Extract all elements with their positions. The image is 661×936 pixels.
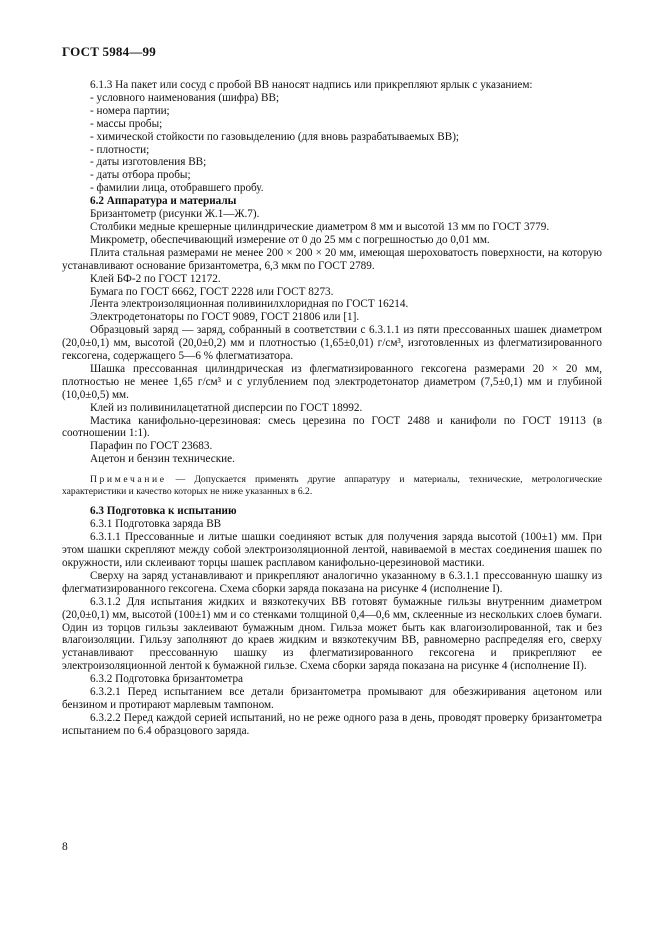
list-item: - условного наименования (шифра) ВВ; xyxy=(90,91,280,104)
section-6-3-heading: 6.3 Подготовка к испытанию xyxy=(90,505,237,518)
paragraph: Сверху на заряд устанавливают и прикрепляют аналогично указанному в 6.3.1.1 прессованную шашку из флегматизированного гексогена. Схема сборки заряда показана на рисунке 4 (исполнение I). xyxy=(62,569,602,595)
subsection-6-3-1-heading: 6.3.1 Подготовка заряда ВВ xyxy=(90,518,222,531)
subsection-6-3-2-heading: 6.3.2 Подготовка бризантометра xyxy=(90,673,244,686)
label-items-list xyxy=(62,92,602,195)
list-item: - даты изготовления ВВ; xyxy=(90,156,207,169)
paragraph: Клей из поливинилацетатной дисперсии по ГОСТ 18992. xyxy=(90,401,363,414)
note-label: Примечание xyxy=(90,474,167,486)
paragraph: Лента электроизоляционная поливинилхлоридная по ГОСТ 16214. xyxy=(90,298,409,311)
paragraph: 6.3.1.1 Прессованные и литые шашки соединяют встык для получения заряда высотой (100±1) мм. При этом шашки скрепляют между собой электроизоляционной лентой, навиваемой в местах соединения шашек по окружности, или склеивают торцы шашек расплавом канифольно-церезиновой мастики. xyxy=(62,531,602,569)
paragraph: Шашка прессованная цилиндрическая из флегматизированного гексогена размерами 20 × 20 мм, плотностью не менее 1,65 г/см³ и с углублением под электродетонатор диаметром (7,5±0,1) мм и глубиной (10,0±0,5) мм. xyxy=(62,362,602,401)
paragraph: Бумага по ГОСТ 6662, ГОСТ 2228 или ГОСТ 8273. xyxy=(90,285,334,298)
paragraph: Парафин по ГОСТ 23683. xyxy=(90,440,213,453)
note xyxy=(62,474,602,497)
list-item: - даты отбора пробы; xyxy=(90,169,191,182)
paragraph: Столбики медные крешерные цилиндрические диаметром 8 мм и высотой 13 мм по ГОСТ 3779. xyxy=(90,220,550,233)
list-item: - номера партии; xyxy=(90,104,170,117)
paragraph: 6.3.2.2 Перед каждой серией испытаний, но не реже одного раза в день, проводят проверку бризантометра испытанием по 6.4 образцового заряда. xyxy=(62,711,602,737)
paragraph: Ацетон и бензин технические. xyxy=(90,453,235,466)
paragraph: Мастика канифольно-церезиновая: смесь церезина по ГОСТ 2488 и канифоли по ГОСТ 19113 (в соотношении 1:1). xyxy=(62,414,602,440)
list-item: - плотности; xyxy=(90,143,150,156)
paragraph: Плита стальная размерами не менее 200 × 200 × 20 мм, имеющая шероховатость поверхности, на которую устанавливают основание бризантометра, 6,3 мкм по ГОСТ 2789. xyxy=(62,246,602,272)
page-number: 8 xyxy=(62,841,68,853)
section-6-1-3-intro: 6.1.3 На пакет или сосуд с пробой ВВ наносят надпись или прикрепляют ярлык с указанием: xyxy=(90,79,533,91)
list-item: - массы пробы; xyxy=(90,117,163,130)
paragraph: 6.3.2.1 Перед испытанием все детали бризантометра промывают для обезжиривания ацетоном или бензином и протирают марлевым тампоном. xyxy=(62,686,602,711)
paragraph: Электродетонаторы по ГОСТ 9089, ГОСТ 21806 или [1]. xyxy=(90,311,360,324)
page-header-title: ГОСТ 5984—99 xyxy=(62,44,156,59)
note-text: — Допускается применять другие аппаратуру и материалы, технические, метрологические характеристики и качество которых не ниже указанных в 6.2. xyxy=(62,474,602,497)
paragraph: Микрометр, обеспечивающий измерение от 0 до 25 мм с погрешностью до 0,01 мм. xyxy=(90,233,490,246)
list-item: - фамилии лица, отобравшего пробу. xyxy=(90,182,264,195)
paragraph: Клей БФ-2 по ГОСТ 12172. xyxy=(90,272,221,285)
paragraph: Бризантометр (рисунки Ж.1—Ж.7). xyxy=(90,208,260,221)
paragraph: 6.3.1.2 Для испытания жидких и вязкотекучих ВВ готовят бумажные гильзы внутренним диаметром (20,0±0,1) мм, высотой (100±1) мм и со стенками толщиной 0,4—0,6 мм, склеенные из нескольких слоев бумаги. Один из торцов гильзы заклеивают бумажным дном. Гильза может быть как влагоизолированной, так и без влагоизоляции. Гильзу заполняют до краев жидким и вязкотекучим ВВ, равномерно распределяя его, сверху устанавливают прессованную шашку из флегматизированного гексогена и прикрепляют ее электроизоляционной лентой к бумажной гильзе. Схема сборки заряда показана на рисунке 4 (исполнение II). xyxy=(62,595,602,673)
section-6-2-heading: 6.2 Аппаратура и материалы xyxy=(90,195,237,208)
paragraph: Образцовый заряд — заряд, собранный в соответствии с 6.3.1.1 из пяти прессованных шашек диаметром (20,0±0,1) мм, высотой (20,0±0,2) мм и плотностью (1,65±0,01) г/см³, изготовленных из флегматизированного гексогена, содержащего 5—6 % флегматизатора. xyxy=(62,324,602,363)
list-item: - химической стойкости по газовыделению (для вновь разрабатываемых ВВ); xyxy=(90,130,460,143)
page-content xyxy=(62,79,602,738)
